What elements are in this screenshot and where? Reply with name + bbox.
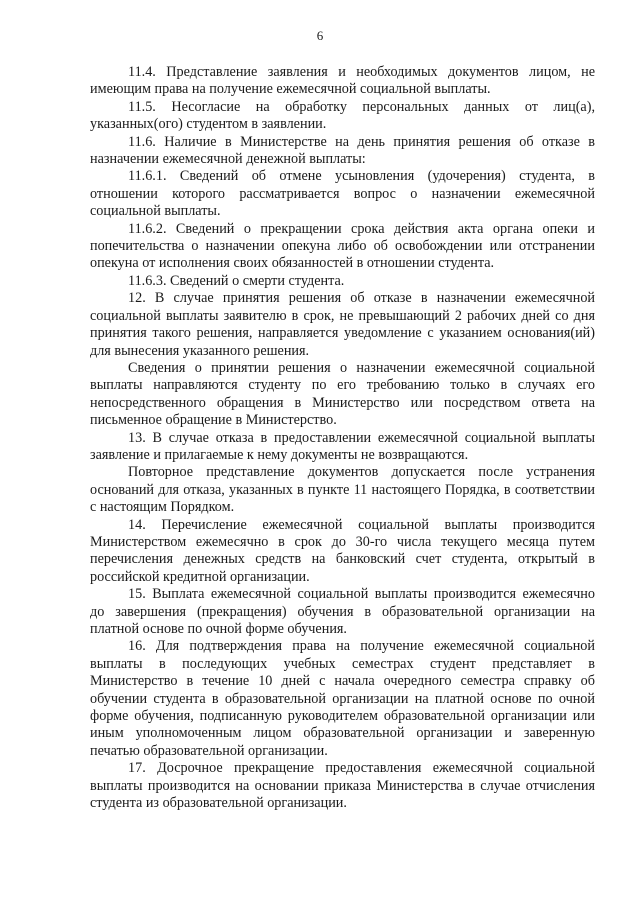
paragraph-12: 12. В случае принятия решения об отказе в назначении ежемесячной социальной выплаты заявителю в срок, не превышающий 2 рабочих дней со дня принятия такого решения, направляется уведомление с указанием основания(ий) для вынесения указанного решения. — [90, 290, 595, 359]
paragraph-11-6-3: 11.6.3. Сведений о смерти студента. — [128, 272, 345, 289]
paragraph-17: 17. Досрочное прекращение предоставления ежемесячной социальной выплаты производится на основании приказа Министерства в случае отчисления студента из образовательной организации. — [90, 760, 595, 812]
paragraph-13: 13. В случае отказа в предоставлении ежемесячной социальной выплаты заявление и прилагаемые к нему документы не возвращаются. — [90, 429, 595, 463]
page-number: 6 — [316, 28, 324, 43]
paragraph-11-6: 11.6. Наличие в Министерстве на день принятия решения об отказе в назначении ежемесячной денежной выплаты: — [90, 133, 595, 168]
paragraph-14: 14. Перечисление ежемесячной социальной выплаты производится Министерством ежемесячно в срок до 30-го числа текущего месяца путем перечисления денежных средств на банковский счет студента, открытый в российской кредитной организации. — [90, 516, 595, 585]
paragraph-11-5: 11.5. Несогласие на обработку персональных данных от лиц(а), указанных(ого) студентом в заявлении. — [90, 98, 595, 133]
paragraph-11-4: 11.4. Представление заявления и необходимых документов лицом, не имеющим права на получение ежемесячной социальной выплаты. — [90, 64, 595, 98]
paragraph-12-notice: Сведения о принятии решения о назначении ежемесячной социальной выплаты направляются студенту по его требованию только в случаях его непосредственного обращения в Министерство или посредством ответа на письменное обращение в Министерство. — [90, 359, 595, 429]
paragraph-15: 15. Выплата ежемесячной социальной выплаты производится ежемесячно до завершения (прекращения) обучения в образовательной организации на платной основе по очной форме обучения. — [90, 586, 595, 637]
paragraph-11-6-2: 11.6.2. Сведений о прекращении срока действия акта органа опеки и попечительства о назначении опекуна либо об освобождении или отстранении опекуна от исполнения своих обязанностей в отношении студента. — [90, 220, 595, 272]
paragraph-16: 16. Для подтверждения права на получение ежемесячной социальной выплаты в последующих учебных семестрах студент представляет в Министерство в течение 10 дней с начала очередного семестра справку об обучении студента в образовательной организации на платной основе по очной форме обучения, подписанную руководителем образовательной организации или иным уполномоченным лицом образовательной организации и заверенную печатью образовательной организации. — [90, 638, 595, 759]
document-body — [90, 64, 595, 812]
paragraph-11-6-1: 11.6.1. Сведений об отмене усыновления (удочерения) студента, в отношении которого рассматривается вопрос о назначении ежемесячной социальной выплаты. — [90, 168, 595, 220]
paragraph-13-resubmission: Повторное представление документов допускается после устранения оснований для отказа, указанных в пункте 11 настоящего Порядка, в соответствии с настоящим Порядком. — [90, 464, 595, 516]
